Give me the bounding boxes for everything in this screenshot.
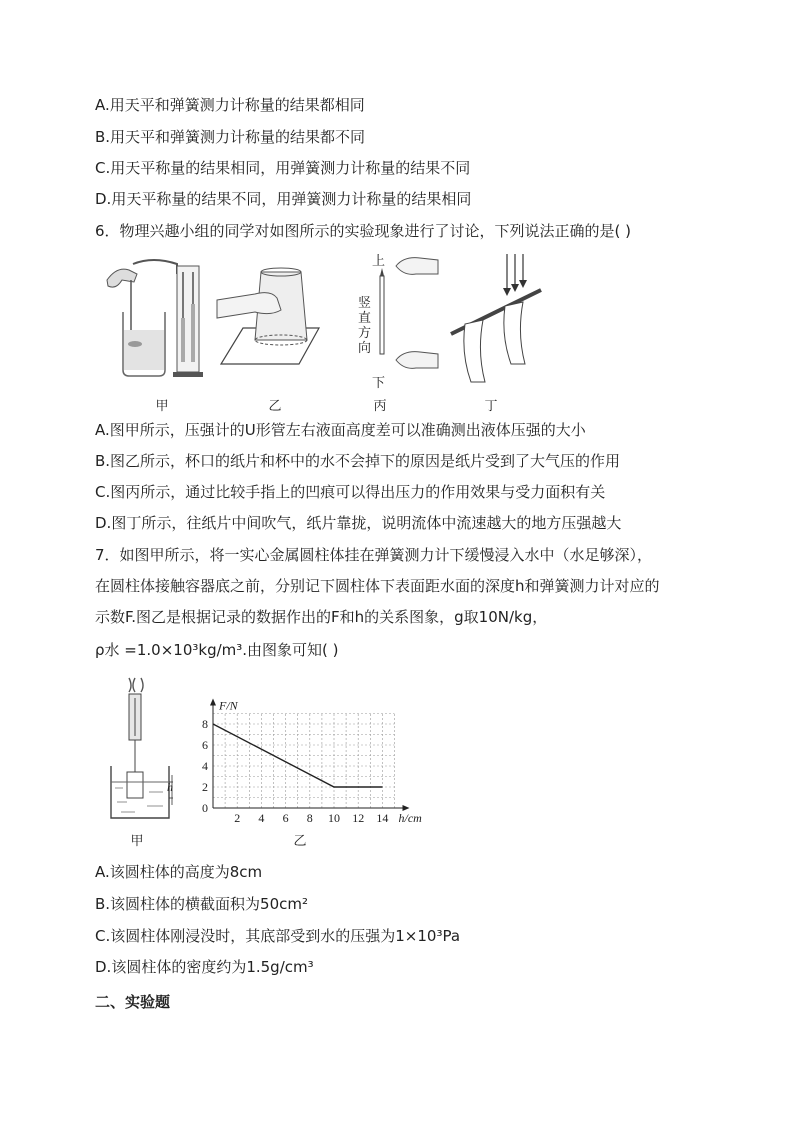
q7-option-d: D.该圆柱体的密度约为1.5g/cm³ [95, 958, 314, 976]
q5-option-c: C.用天平称量的结果相同，用弹簧测力计称量的结果不同 [95, 159, 471, 177]
q6-figure-ding [445, 252, 545, 390]
q7-caption-jia: 甲 [130, 834, 144, 849]
q6-option-b: B.图乙所示，杯口的纸片和杯中的水不会掉下的原因是纸片受到了大气压的作用 [95, 452, 621, 470]
q5-option-b: B.用天平和弹簧测力计称量的结果都不同 [95, 128, 366, 146]
q6-label-vertical-char: 直 [358, 311, 372, 326]
x-tick-label: 14 [376, 811, 389, 825]
q5-option-d: D.用天平称量的结果不同，用弹簧测力计称量的结果相同 [95, 190, 472, 208]
y-tick-label: 8 [202, 717, 208, 731]
q7-caption-yi: 乙 [293, 834, 307, 849]
y-tick-label: 6 [202, 738, 208, 752]
q6-caption-jia: 甲 [155, 399, 169, 414]
y-tick-label: 0 [202, 801, 208, 815]
q6-figure-jia [95, 252, 210, 382]
section-title: 二、实验题 [95, 993, 171, 1011]
x-tick-label: 8 [306, 811, 313, 825]
q6-label-down: 下 [372, 376, 386, 391]
q7-fh-chart [195, 688, 440, 828]
q7-stem-line-3: 示数F.图乙是根据记录的数据作出的F和h的关系图象，g取10N/kg， [95, 608, 548, 626]
q7-figure-jia [105, 676, 185, 826]
q6-caption-yi: 乙 [268, 399, 282, 414]
x-tick-label: 2 [234, 811, 241, 825]
x-tick-label: 12 [352, 811, 365, 825]
q6-figure-yi [215, 260, 340, 370]
y-axis-label: F/N [219, 698, 238, 713]
x-tick-label: 6 [282, 811, 289, 825]
q7-option-b: B.该圆柱体的横截面积为50cm² [95, 895, 309, 913]
q7-option-c: C.该圆柱体刚浸没时，其底部受到水的压强为1×10³Pa [95, 927, 461, 945]
y-tick-label: 4 [202, 759, 208, 773]
q7-figure-h-label: h [167, 780, 173, 794]
q5-option-a: A.用天平和弹簧测力计称量的结果都相同 [95, 96, 365, 114]
q6-caption-ding: 丁 [484, 399, 498, 414]
q6-option-a: A.图甲所示，压强计的U形管左右液面高度差可以准确测出液体压强的大小 [95, 421, 586, 439]
q6-label-vertical-char: 竖 [358, 296, 372, 311]
q6-caption-bing: 丙 [373, 399, 387, 414]
x-tick-label: 10 [328, 811, 340, 825]
q6-option-d: D.图丁所示，往纸片中间吹气，纸片靠拢，说明流体中流速越大的地方压强越大 [95, 514, 622, 532]
y-axis-arrow [210, 699, 216, 706]
q6-label-vertical-char: 方 [358, 326, 372, 341]
q7-stem-line-4: ρ水 =1.0×10³kg/m³.由图象可知( ) [95, 641, 339, 659]
q6-label-up: 上 [372, 254, 386, 269]
y-tick-label: 2 [202, 780, 208, 794]
q7-option-a: A.该圆柱体的高度为8cm [95, 863, 263, 881]
q6-option-c: C.图丙所示，通过比较手指上的凹痕可以得出压力的作用效果与受力面积有关 [95, 483, 606, 501]
q7-stem-line-1: 7．如图甲所示，将一实心金属圆柱体挂在弹簧测力计下缓慢浸入水中（水足够深）， [95, 546, 653, 564]
q7-stem-line-2: 在圆柱体接触容器底之前，分别记下圆柱体下表面距水面的深度h和弹簧测力计对应的 [95, 577, 660, 595]
x-tick-label: 4 [258, 811, 265, 825]
x-axis-label: h/cm [398, 811, 422, 825]
q6-label-vertical-char: 向 [358, 341, 372, 356]
q6-label-vertical [358, 296, 372, 356]
q6-stem: 6．物理兴趣小组的同学对如图所示的实验现象进行了讨论，下列说法正确的是( ) [95, 222, 632, 240]
